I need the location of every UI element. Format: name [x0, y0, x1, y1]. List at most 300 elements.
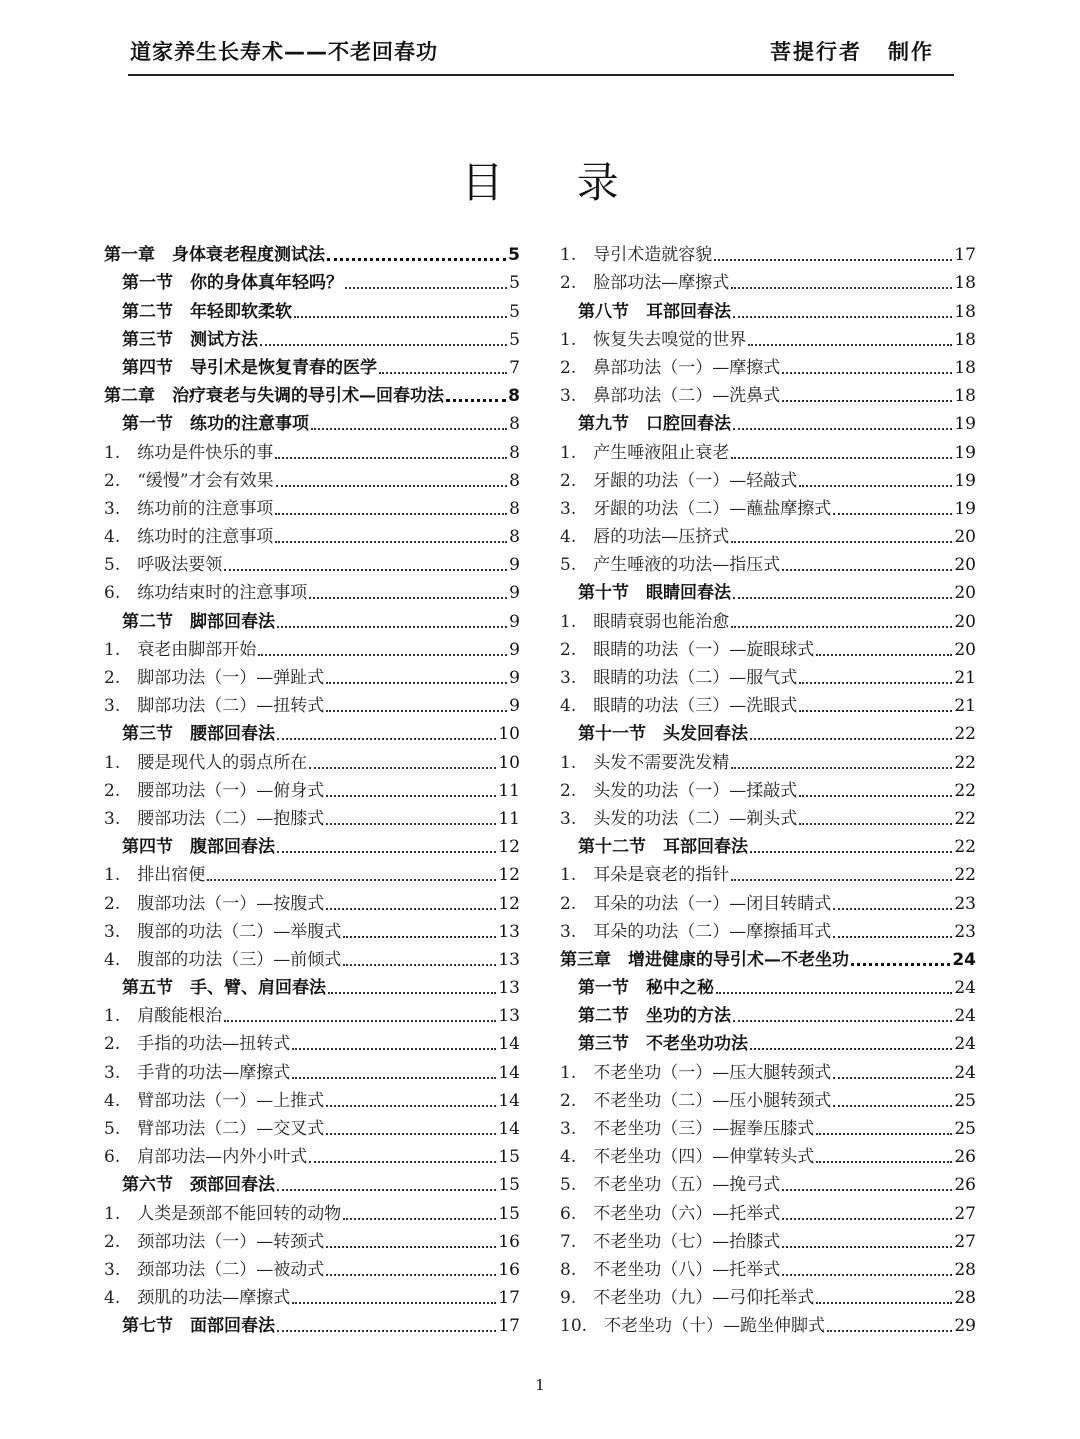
toc-entry-item[interactable]: [104, 1281, 520, 1309]
toc-entry-text: 2. 脚部功法（一）—弹趾式: [104, 668, 325, 688]
toc-entry-page: 29: [954, 1316, 976, 1337]
toc-entry-item[interactable]: [560, 1225, 976, 1253]
dot-leader: [326, 710, 507, 712]
toc-entry-page: 8: [509, 527, 520, 548]
toc-entry-text: 3. 腹部的功法（二）—举腹式: [104, 921, 342, 942]
toc-entry-text: 6. 练功结束时的注意事项: [104, 583, 308, 604]
dot-leader: [326, 795, 496, 797]
toc-entry-section[interactable]: [104, 830, 520, 858]
toc-entry-item[interactable]: [560, 520, 976, 548]
toc-entry-page: 27: [954, 1231, 976, 1252]
dot-leader: [277, 738, 496, 740]
toc-entry-page: 12: [498, 837, 520, 858]
dot-leader: [799, 485, 952, 487]
toc-entry-page: 19: [954, 442, 976, 463]
dot-leader: [224, 1020, 496, 1022]
dot-leader: [799, 710, 952, 712]
toc-entry-item[interactable]: [104, 1112, 520, 1140]
toc-entry-page: 19: [954, 414, 976, 435]
dot-leader: [816, 1161, 952, 1163]
dot-leader: [782, 1274, 952, 1276]
dot-leader: [799, 823, 952, 825]
toc-left-column: [104, 238, 520, 1337]
toc-entry-page: 9: [509, 555, 520, 576]
toc-entry-item[interactable]: [560, 1084, 976, 1112]
dot-leader: [733, 316, 952, 318]
toc-entry-section[interactable]: [104, 294, 520, 322]
toc-entry-page: 18: [954, 329, 976, 350]
toc-entry-section[interactable]: [104, 717, 520, 745]
dot-leader: [345, 287, 507, 289]
toc-entry-page: 8: [509, 442, 520, 463]
dot-leader: [750, 851, 952, 853]
toc-entry-item[interactable]: [104, 1084, 520, 1112]
toc-entry-text: 第三节 不老坐功功法: [578, 1034, 748, 1055]
toc-entry-text: 6. 肩部功法—内外小叶式: [104, 1147, 308, 1168]
toc-entry-page: 20: [954, 611, 976, 632]
header-book-title: 道家养生长寿术——不老回春功: [130, 40, 438, 64]
toc-entry-page: 20: [954, 527, 976, 548]
toc-entry-text: 1. 耳朵是衰老的指针: [560, 865, 730, 886]
dot-leader: [782, 1218, 952, 1220]
toc-entry-page: 26: [954, 1147, 976, 1168]
toc-entry-text: 1. 导引术造就容貌: [560, 245, 713, 266]
toc-entry-page: 8: [509, 470, 520, 491]
toc-entry-text: 第一节 你的身体真年轻吗？: [122, 273, 343, 294]
toc-entry-item[interactable]: [560, 351, 976, 379]
toc-entry-page: 27: [954, 1203, 976, 1224]
toc-entry-item[interactable]: [560, 1055, 976, 1083]
toc-entry-text: 2. 耳朵的功法（一）—闭目转睛式: [560, 893, 832, 914]
dot-leader: [731, 287, 952, 289]
toc-entry-item[interactable]: [560, 548, 976, 576]
dot-leader: [309, 767, 496, 769]
toc-entry-page: 9: [509, 639, 520, 660]
toc-entry-item[interactable]: [560, 886, 976, 914]
toc-entry-text: 3. 练功前的注意事项: [104, 498, 274, 519]
toc-entry-text: 2. 腰部功法（一）—俯身式: [104, 780, 325, 801]
toc-entry-chapter[interactable]: [560, 943, 976, 971]
toc-entry-item[interactable]: [104, 661, 520, 689]
dot-leader: [833, 936, 952, 938]
dot-leader: [782, 1189, 952, 1191]
toc-right-column: [560, 238, 976, 1337]
dot-leader: [733, 597, 952, 599]
toc-entry-section[interactable]: [104, 604, 520, 632]
header-credit: [770, 36, 934, 66]
dot-leader: [731, 457, 952, 459]
dot-leader: [799, 795, 952, 797]
toc-entry-item[interactable]: [560, 1168, 976, 1196]
toc-entry-item[interactable]: [104, 520, 520, 548]
dot-leader: [311, 428, 507, 430]
toc-entry-page: 12: [498, 893, 520, 914]
dot-leader: [277, 1330, 496, 1332]
toc-entry-text: 第二章 治疗衰老与失调的导引术—回春功法: [104, 386, 444, 407]
toc-entry-text: 4. 眼睛的功法（三）—洗眼式: [560, 696, 798, 717]
toc-entry-item[interactable]: [560, 492, 976, 520]
toc-entry-text: 5. 呼吸法要领: [104, 555, 223, 576]
toc-entry-text: 8. 不老坐功（八）—托举式: [560, 1259, 781, 1280]
toc-entry-page: 11: [498, 780, 520, 801]
toc-entry-page: 21: [954, 668, 976, 688]
dot-leader: [326, 1246, 496, 1248]
dot-leader: [292, 1077, 496, 1079]
dot-leader: [827, 1330, 952, 1332]
dot-leader: [276, 485, 508, 487]
dot-leader: [782, 569, 952, 571]
toc-entry-item[interactable]: [104, 774, 520, 802]
dot-leader: [277, 626, 507, 628]
toc-entry-text: 第十节 眼睛回春法: [578, 583, 731, 604]
toc-entry-page: 9: [509, 611, 520, 632]
dot-leader: [294, 316, 507, 318]
toc-entry-page: 20: [954, 555, 976, 576]
toc-entry-text: 第十二节 耳部回春法: [578, 837, 748, 858]
toc-entry-item[interactable]: [560, 689, 976, 717]
dot-leader: [292, 1048, 496, 1050]
toc-entry-item[interactable]: [104, 1140, 520, 1168]
toc-entry-page: 14: [498, 1090, 520, 1111]
toc-entry-item[interactable]: [104, 1253, 520, 1281]
toc-entry-chapter[interactable]: [104, 379, 520, 407]
toc-entry-item[interactable]: [560, 1140, 976, 1168]
toc-entry-section[interactable]: [560, 971, 976, 999]
toc-entry-page: 13: [498, 1006, 520, 1027]
toc-entry-section[interactable]: [560, 830, 976, 858]
toc-entry-item[interactable]: [560, 633, 976, 661]
dot-leader: [326, 1274, 496, 1276]
toc-entry-item[interactable]: [104, 633, 520, 661]
toc-entry-section[interactable]: [104, 323, 520, 351]
toc-entry-text: 3. 不老坐功（三）—握拳压膝式: [560, 1119, 815, 1139]
toc-entry-page: 8: [508, 386, 520, 407]
toc-entry-item[interactable]: [104, 435, 520, 463]
toc-entry-page: 17: [954, 245, 976, 266]
toc-entry-text: 1. 腰是现代人的弱点所在: [104, 752, 308, 773]
toc-entry-text: 1. 不老坐功（一）—压大腿转颈式: [560, 1062, 832, 1083]
toc-entry-page: 23: [954, 921, 976, 942]
toc-entry-text: 第三节 测试方法: [122, 329, 258, 350]
page-number: 1: [535, 1376, 545, 1394]
toc-entry-page: 22: [954, 724, 976, 745]
toc-entry-text: 第九节 口腔回春法: [578, 414, 731, 435]
toc-entry-page: 8: [509, 414, 520, 435]
toc-entry-section[interactable]: [560, 717, 976, 745]
toc-entry-text: 1. 肩酸能根治: [104, 1006, 223, 1027]
toc-entry-page: 25: [954, 1090, 976, 1111]
dot-leader: [292, 1302, 496, 1304]
toc-entry-item[interactable]: [560, 323, 976, 351]
toc-entry-section[interactable]: [104, 1309, 520, 1337]
toc-entry-item[interactable]: [104, 548, 520, 576]
toc-entry-item[interactable]: [560, 1196, 976, 1224]
toc-entry-item[interactable]: [104, 689, 520, 717]
toc-entry-text: 4. 臂部功法（一）—上推式: [104, 1090, 325, 1111]
toc-entry-section[interactable]: [104, 1168, 520, 1196]
toc-entry-item[interactable]: [104, 915, 520, 943]
toc-entry-item[interactable]: [560, 266, 976, 294]
toc-entry-page: 10: [498, 724, 520, 745]
dot-leader: [275, 513, 507, 515]
toc-entry-item[interactable]: [560, 1309, 976, 1337]
dot-leader: [816, 1302, 952, 1304]
toc-entry-section[interactable]: [104, 266, 520, 294]
dot-leader: [379, 372, 507, 374]
toc-entry-page: 17: [498, 1288, 520, 1309]
toc-entry-text: 1. 衰老由脚部开始: [104, 639, 257, 660]
toc-entry-page: 18: [954, 301, 976, 322]
toc-entry-item[interactable]: [104, 886, 520, 914]
toc-entry-page: 14: [498, 1062, 520, 1083]
toc-entry-page: 18: [954, 273, 976, 294]
toc-entry-text: 6. 不老坐功（六）—托举式: [560, 1203, 781, 1224]
toc-entry-page: 9: [509, 696, 520, 717]
toc-entry-text: 4. 唇的功法—压挤式: [560, 527, 730, 548]
dot-leader: [224, 569, 507, 571]
dot-leader: [816, 1133, 952, 1135]
toc-entry-page: 22: [954, 752, 976, 773]
toc-entry-item[interactable]: [104, 492, 520, 520]
toc-entry-text: 1. 练功是件快乐的事: [104, 442, 274, 463]
toc-entry-section[interactable]: [560, 576, 976, 604]
toc-entry-page: 12: [498, 865, 520, 886]
toc-entry-item[interactable]: [560, 604, 976, 632]
toc-entry-item[interactable]: [560, 915, 976, 943]
toc-entry-item[interactable]: [104, 858, 520, 886]
toc-entry-page: 24: [954, 978, 976, 999]
toc-entry-text: 2. 颈部功法（一）—转颈式: [104, 1231, 325, 1252]
toc-entry-text: 2. 脸部功法—摩擦式: [560, 273, 730, 294]
toc-entry-text: 第四节 腹部回春法: [122, 837, 275, 858]
toc-entry-text: 第三节 腰部回春法: [122, 724, 275, 745]
dot-leader: [716, 992, 952, 994]
toc-entry-page: 16: [498, 1259, 520, 1280]
toc-entry-text: 2. 手指的功法—扭转式: [104, 1034, 291, 1055]
toc-entry-item[interactable]: [560, 1112, 976, 1140]
toc-entry-page: 8: [509, 498, 520, 519]
toc-entry-page: 23: [954, 893, 976, 914]
toc-entry-text: 4. 颈肌的功法—摩擦式: [104, 1288, 291, 1309]
toc-entry-text: 2. 眼睛的功法（一）—旋眼球式: [560, 639, 815, 660]
toc-entry-text: 1. 眼睛衰弱也能治愈: [560, 611, 730, 632]
dot-leader: [731, 767, 952, 769]
toc-entry-text: 7. 不老坐功（七）—抬膝式: [560, 1231, 781, 1252]
toc-entry-text: 第二节 坐功的方法: [578, 1006, 731, 1027]
toc-entry-page: 9: [509, 668, 520, 688]
toc-entry-text: 第一节 秘中之秘: [578, 978, 714, 999]
toc-entry-item[interactable]: [104, 464, 520, 492]
toc-entry-text: 3. 眼睛的功法（二）—服气式: [560, 668, 798, 688]
toc-entry-page: 14: [498, 1119, 520, 1139]
dot-leader: [782, 400, 952, 402]
toc-entry-text: 第一节 练功的注意事项: [122, 414, 309, 435]
dot-leader: [833, 513, 952, 515]
toc-entry-text: 3. 鼻部功法（二）—洗鼻式: [560, 386, 781, 407]
toc-entry-section[interactable]: [560, 294, 976, 322]
toc-entry-page: 15: [498, 1203, 520, 1224]
dot-leader: [309, 1161, 496, 1163]
toc-entry-text: 5. 臂部功法（二）—交叉式: [104, 1119, 325, 1139]
toc-entry-page: 18: [954, 357, 976, 378]
toc-entry-page: 13: [498, 949, 520, 970]
toc-entry-item[interactable]: [104, 576, 520, 604]
toc-entry-item[interactable]: [560, 774, 976, 802]
toc-entry-page: 13: [498, 978, 520, 999]
toc-entry-page: 9: [509, 583, 520, 604]
toc-entry-page: 18: [954, 386, 976, 407]
toc-entry-item[interactable]: [560, 1281, 976, 1309]
toc-entry-item[interactable]: [560, 858, 976, 886]
dot-leader: [733, 428, 952, 430]
toc-entry-page: 5: [509, 301, 520, 322]
dot-leader: [733, 1020, 952, 1022]
toc-entry-item[interactable]: [104, 1225, 520, 1253]
toc-entry-section[interactable]: [104, 407, 520, 435]
dot-leader: [731, 541, 952, 543]
toc-entry-page: 5: [509, 329, 520, 350]
toc-entry-page: 25: [954, 1119, 976, 1139]
toc-entry-text: 第六节 颈部回春法: [122, 1175, 275, 1196]
toc-entry-page: 7: [509, 357, 520, 378]
toc-entry-page: 26: [954, 1175, 976, 1196]
toc-entry-item[interactable]: [104, 999, 520, 1027]
toc-entry-page: 21: [954, 696, 976, 717]
dot-leader: [799, 682, 952, 684]
dot-leader: [260, 344, 507, 346]
header-author: 菩提行者: [770, 40, 862, 64]
dot-leader: [782, 372, 952, 374]
dot-leader: [731, 626, 952, 628]
toc-entry-text: 3. 手背的功法—摩擦式: [104, 1062, 291, 1083]
dot-leader: [275, 457, 507, 459]
toc-entry-page: 22: [954, 808, 976, 829]
dot-leader: [326, 1105, 496, 1107]
toc-entry-text: 1. 恢复失去嗅觉的世界: [560, 329, 747, 350]
dot-leader: [326, 682, 507, 684]
toc-entry-page: 15: [498, 1175, 520, 1196]
toc-entry-item[interactable]: [104, 1055, 520, 1083]
toc-entry-text: 第二节 年轻即软柔软: [122, 301, 292, 322]
toc-entry-text: 4. 练功时的注意事项: [104, 527, 274, 548]
toc-entry-section[interactable]: [104, 351, 520, 379]
toc-entry-text: 3. 牙龈的功法（二）—蘸盐摩擦式: [560, 498, 832, 519]
toc-entry-item[interactable]: [560, 802, 976, 830]
toc-entry-page: 16: [498, 1231, 520, 1252]
toc-entry-section[interactable]: [104, 971, 520, 999]
toc-entry-text: 1. 头发不需要洗发精: [560, 752, 730, 773]
toc-entry-text: 4. 腹部的功法（三）—前倾式: [104, 949, 342, 970]
toc-entry-page: 13: [498, 921, 520, 942]
toc-entry-page: 20: [954, 583, 976, 604]
toc-entry-text: 第五节 手、臂、肩回春法: [122, 978, 326, 999]
toc-entry-page: 24: [954, 1034, 976, 1055]
dot-leader: [277, 1189, 496, 1191]
header-made: 制作: [888, 40, 934, 64]
toc-entry-item[interactable]: [104, 943, 520, 971]
toc-entry-text: 3. 腰部功法（二）—抱膝式: [104, 808, 325, 829]
dot-leader: [207, 879, 496, 881]
toc-entry-section[interactable]: [560, 1027, 976, 1055]
dot-leader: [343, 1218, 496, 1220]
toc-entry-item[interactable]: [560, 464, 976, 492]
toc-entry-text: 3. 颈部功法（二）—被动式: [104, 1259, 325, 1280]
toc-entry-item[interactable]: [104, 745, 520, 773]
toc-entry-item[interactable]: [560, 1253, 976, 1281]
toc-entry-text: 3. 头发的功法（二）—剃头式: [560, 808, 798, 829]
toc-entry-text: 5. 产生唾液的功法—指压式: [560, 555, 781, 576]
toc-entry-item[interactable]: [560, 379, 976, 407]
toc-entry-text: 第一章 身体衰老程度测试法: [104, 245, 325, 266]
toc-entry-page: 19: [954, 498, 976, 519]
toc-entry-page: 15: [498, 1147, 520, 1168]
toc-entry-text: 2. 腹部功法（一）—按腹式: [104, 893, 325, 914]
dot-leader: [851, 963, 950, 966]
toc-entry-item[interactable]: [560, 661, 976, 689]
toc-entry-text: 1. 产生唾液阻止衰老: [560, 442, 730, 463]
toc-entry-text: 1. 排出宿便: [104, 865, 206, 886]
toc-entry-chapter[interactable]: [104, 238, 520, 266]
toc-entry-page: 24: [954, 1062, 976, 1083]
toc-entry-page: 19: [954, 470, 976, 491]
toc-entry-section[interactable]: [560, 999, 976, 1027]
dot-leader: [750, 738, 952, 740]
toc-entry-item[interactable]: [104, 802, 520, 830]
toc-entry-text: 第二节 脚部回春法: [122, 611, 275, 632]
dot-leader: [258, 654, 507, 656]
toc-entry-item[interactable]: [560, 745, 976, 773]
dot-leader: [833, 1077, 952, 1079]
dot-leader: [326, 908, 496, 910]
toc-entry-page: 10: [498, 752, 520, 773]
dot-leader: [326, 823, 496, 825]
toc-entry-text: 2. “缓慢”才会有效果: [104, 470, 274, 491]
toc-entry-item[interactable]: [104, 1027, 520, 1055]
dot-leader: [731, 879, 952, 881]
toc-entry-text: 2. 不老坐功（二）—压小腿转颈式: [560, 1090, 832, 1111]
dot-leader: [816, 654, 952, 656]
dot-leader: [833, 1105, 952, 1107]
toc-entry-item[interactable]: [560, 238, 976, 266]
toc-entry-text: 2. 牙龈的功法（一）—轻敲式: [560, 470, 798, 491]
toc-entry-page: 5: [508, 245, 520, 266]
toc-entry-item[interactable]: [560, 435, 976, 463]
toc-entry-page: 20: [954, 639, 976, 660]
toc-title: 目 录: [461, 158, 649, 207]
toc-entry-text: 3. 耳朵的功法（二）—摩擦插耳式: [560, 921, 832, 942]
toc-entry-page: 22: [954, 837, 976, 858]
toc-entry-text: 4. 不老坐功（四）—伸掌转头式: [560, 1147, 815, 1168]
dot-leader: [275, 541, 507, 543]
dot-leader: [782, 1246, 952, 1248]
dot-leader: [327, 258, 506, 261]
toc-entry-text: 第八节 耳部回春法: [578, 301, 731, 322]
toc-entry-text: 10. 不老坐功（十）—跪坐伸脚式: [560, 1316, 826, 1337]
toc-entry-text: 第三章 增进健康的导引术—不老坐功: [560, 949, 849, 970]
dot-leader: [326, 1133, 496, 1135]
toc-entry-page: 22: [954, 780, 976, 801]
toc-entry-page: 28: [954, 1259, 976, 1280]
page-header: [128, 30, 954, 76]
toc-entry-section[interactable]: [560, 407, 976, 435]
dot-leader: [309, 597, 507, 599]
dot-leader: [277, 851, 496, 853]
dot-leader: [328, 992, 496, 994]
toc-entry-page: 28: [954, 1288, 976, 1309]
toc-entry-page: 17: [498, 1316, 520, 1337]
toc-entry-item[interactable]: [104, 1196, 520, 1224]
toc-entry-text: 9. 不老坐功（九）—弓仰托举式: [560, 1288, 815, 1309]
